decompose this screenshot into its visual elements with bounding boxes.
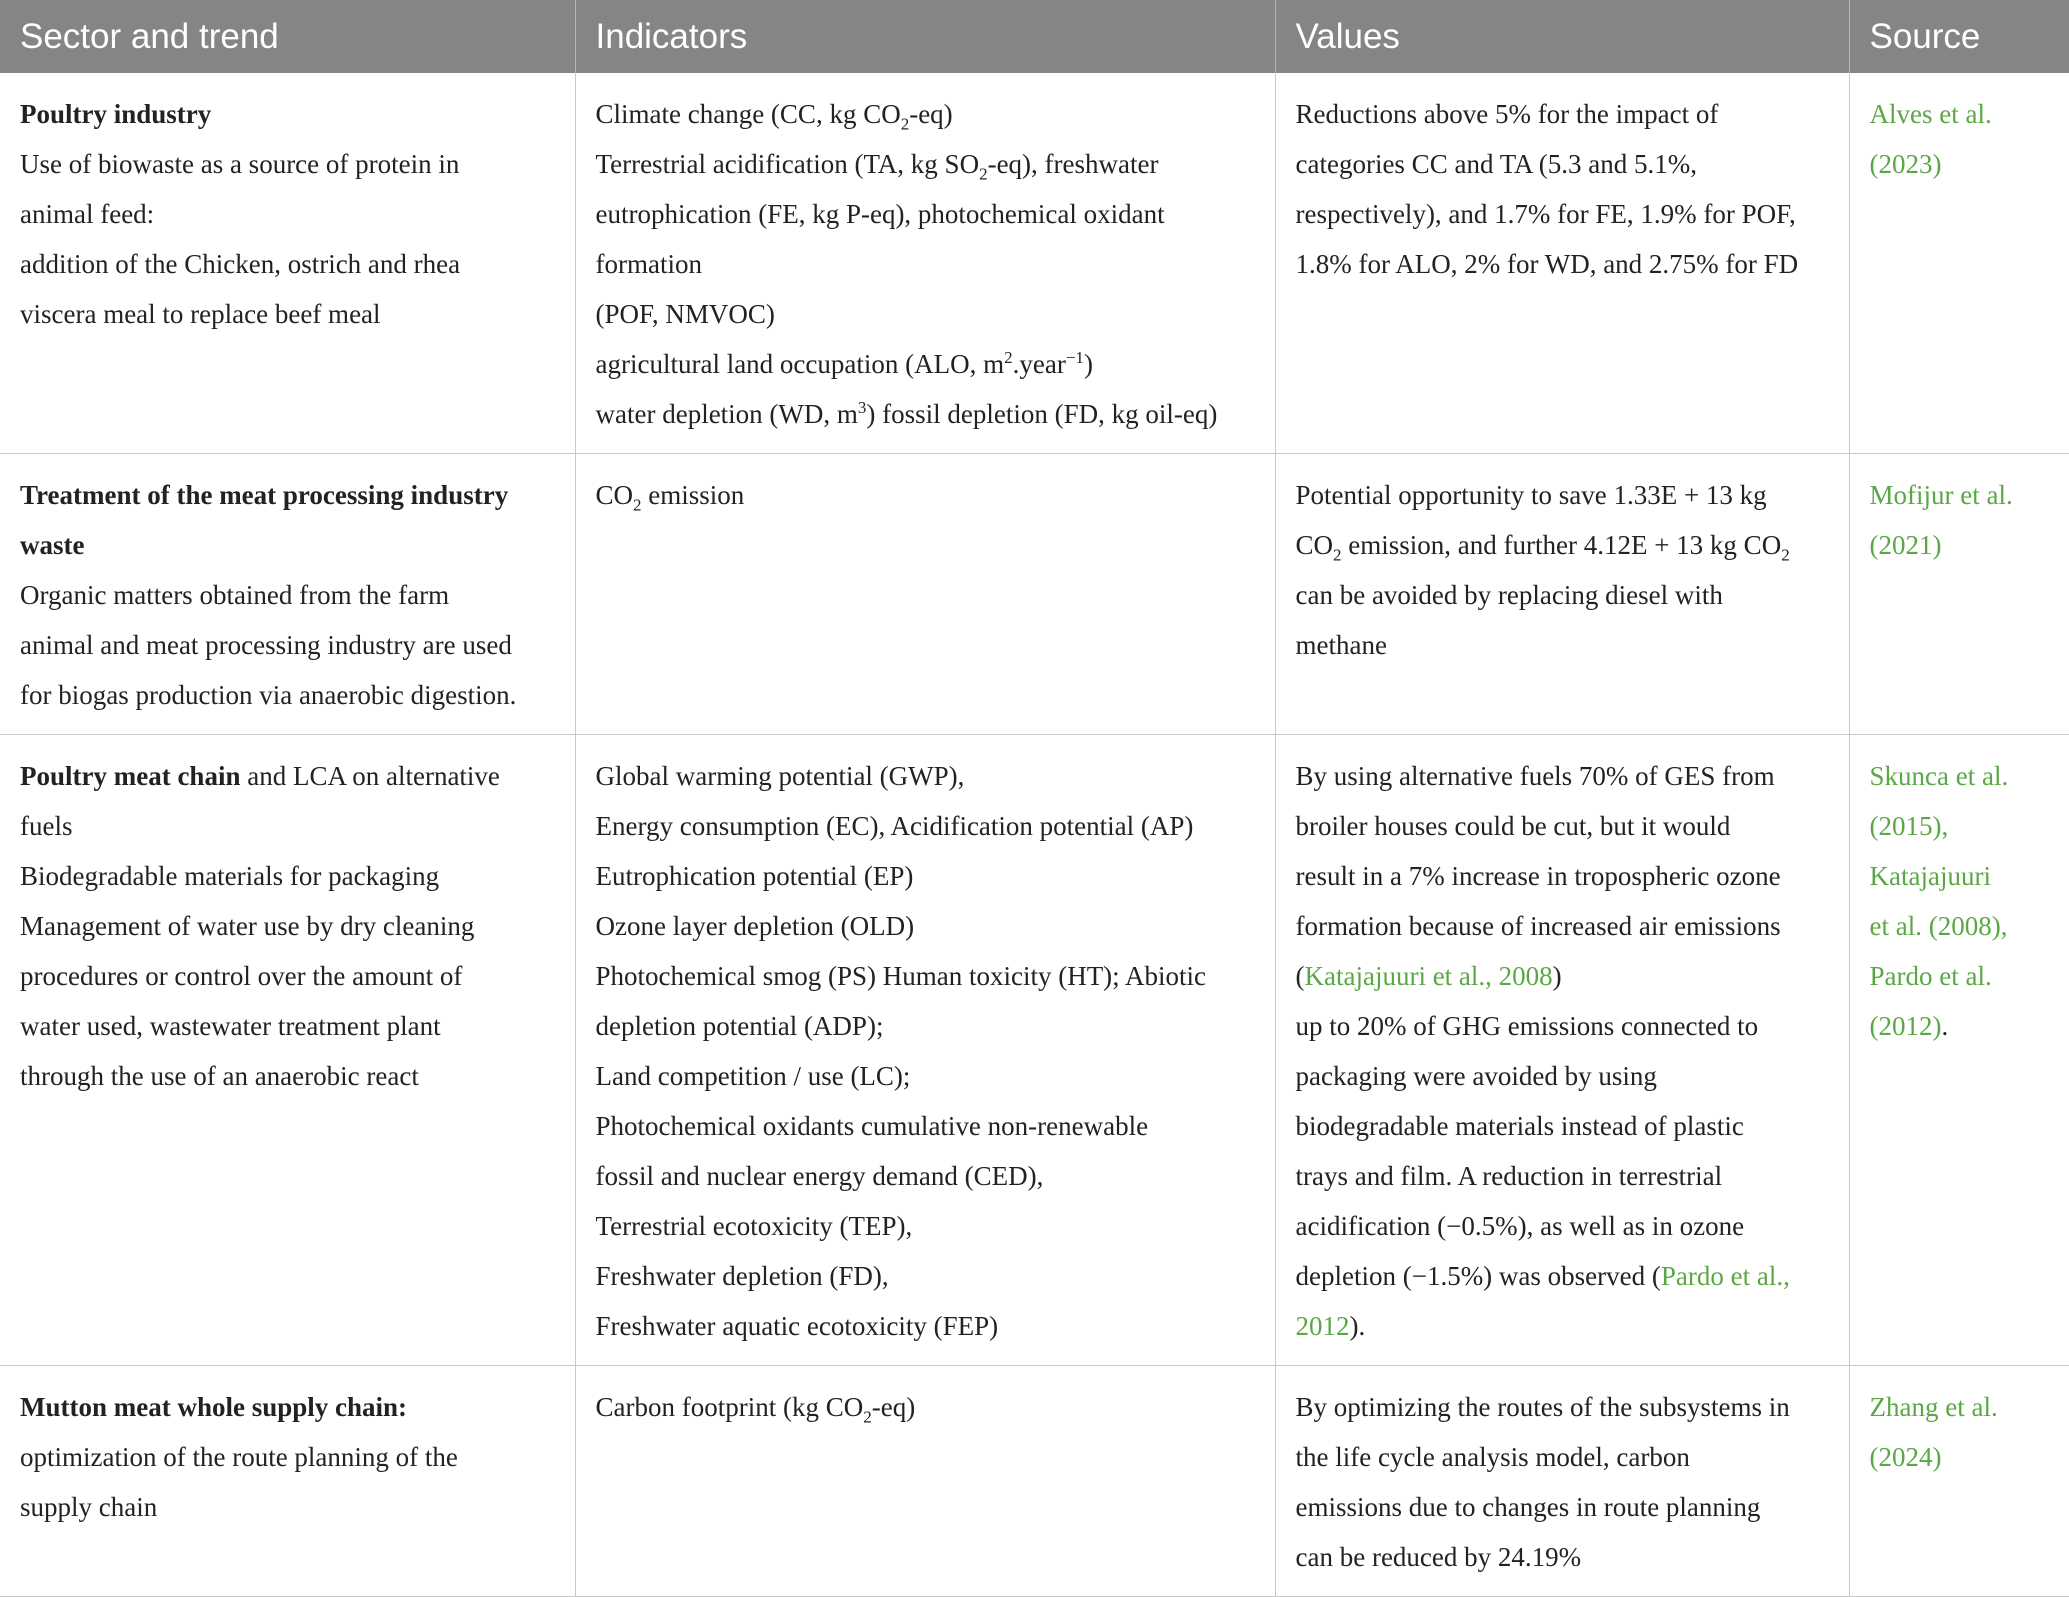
value-text: depletion (−1.5%) was observed (Pardo et al.,	[1295, 1261, 1790, 1291]
sector-text: Use of biowaste as a source of protein in	[20, 149, 460, 179]
sector-text: Poultry meat chain and LCA on alternative	[20, 761, 500, 791]
header-row	[0, 0, 2069, 73]
indicator-text: Photochemical smog (PS) Human toxicity (HT); Abiotic	[595, 961, 1206, 991]
values-cell	[1275, 1366, 1849, 1597]
sector-text: animal feed:	[20, 199, 155, 229]
value-text: packaging were avoided by using	[1295, 1061, 1657, 1091]
source-cell	[1849, 454, 2069, 735]
table-row	[0, 73, 2069, 454]
value-text: $CO_2$ emission, and further 4.12E + 13 kg $CO_2$	[1295, 530, 1790, 565]
indicator-text: Land competition / use (LC);	[595, 1061, 911, 1091]
value-text: Reductions above 5% for the impact of	[1295, 99, 1719, 129]
value-text: the life cycle analysis model, carbon	[1295, 1442, 1690, 1472]
source-link[interactable]: (2023)	[1869, 149, 1942, 179]
source-link[interactable]: (2024)	[1869, 1442, 1942, 1472]
indicators-cell	[575, 73, 1275, 454]
indicator-text: Energy consumption (EC), Acidification potential (AP)	[595, 811, 1194, 841]
indicator-text: Photochemical oxidants cumulative non-renewable	[595, 1111, 1149, 1141]
header-indicators: Indicators	[575, 0, 1275, 73]
indicator-text: depletion potential (ADP);	[595, 1011, 884, 1041]
sector-text: procedures or control over the amount of	[20, 961, 463, 991]
sector-text: for biogas production via anaerobic digestion.	[20, 680, 517, 710]
indicator-text: Climate change (CC, kg $CO_2-eq$)	[595, 99, 953, 134]
values-cell	[1275, 735, 1849, 1366]
value-text: methane	[1295, 630, 1387, 660]
sector-text: Biodegradable materials for packaging	[20, 861, 440, 891]
table-row	[0, 735, 2069, 1366]
value-text: By optimizing the routes of the subsystems in	[1295, 1392, 1790, 1422]
citation-link[interactable]: Pardo et al.,	[1660, 1261, 1790, 1291]
sector-title: Treatment of the meat processing industry	[20, 480, 509, 510]
sector-text: optimization of the route planning of the	[20, 1442, 458, 1472]
sector-text: Management of water use by dry cleaning	[20, 911, 475, 941]
source-link[interactable]: Mofijur et al.	[1869, 480, 2013, 510]
indicator-text: Terrestrial ecotoxicity (TEP),	[595, 1211, 913, 1241]
table-row	[0, 1366, 2069, 1597]
indicator-text: Carbon footprint (kg $CO_2-eq$)	[595, 1392, 916, 1427]
header-sector: Sector and trend	[0, 0, 575, 73]
sector-text: fuels	[20, 811, 73, 841]
value-text: result in a 7% increase in tropospheric ozone	[1295, 861, 1781, 891]
indicators-cell	[575, 454, 1275, 735]
citation-link[interactable]: 2012	[1295, 1311, 1350, 1341]
indicator-text: Freshwater aquatic ecotoxicity (FEP)	[595, 1311, 999, 1341]
sector-text: viscera meal to replace beef meal	[20, 299, 381, 329]
sector-title: Poultry meat chain	[20, 761, 241, 791]
table-row	[0, 454, 2069, 735]
values-cell	[1275, 454, 1849, 735]
value-text: categories CC and TA (5.3 and 5.1%,	[1295, 149, 1698, 179]
value-text: Potential opportunity to save 1.33E + 13 kg	[1295, 480, 1767, 510]
value-text: can be reduced by 24.19%	[1295, 1542, 1582, 1572]
sector-text: supply chain	[20, 1492, 158, 1522]
source-link[interactable]: Pardo et al.	[1869, 961, 1992, 991]
value-text: respectively), and 1.7% for FE, 1.9% for POF,	[1295, 199, 1796, 229]
source-text: (2012).	[1869, 1011, 1949, 1041]
values-cell	[1275, 73, 1849, 454]
citation-link[interactable]: Katajajuuri et al., 2008	[1304, 961, 1553, 991]
sector-text: through the use of an anaerobic react	[20, 1061, 419, 1091]
indicators-cell	[575, 1366, 1275, 1597]
value-text: 1.8% for ALO, 2% for WD, and 2.75% for FD	[1295, 249, 1799, 279]
indicator-text: $CO_2$ emission	[595, 480, 745, 515]
header-values: Values	[1275, 0, 1849, 73]
indicator-text: eutrophication (FE, kg P-eq), photochemical oxidant	[595, 199, 1165, 229]
table-header	[0, 0, 2069, 73]
source-link[interactable]: Skunca et al.	[1869, 761, 2009, 791]
sector-text: water used, wastewater treatment plant	[20, 1011, 441, 1041]
indicator-text: (POF, NMVOC)	[595, 299, 775, 329]
value-text: 2012).	[1295, 1311, 1366, 1341]
value-text: broiler houses could be cut, but it would	[1295, 811, 1731, 841]
sector-text: Organic matters obtained from the farm	[20, 580, 450, 610]
value-text: (Katajajuuri et al., 2008)	[1295, 961, 1562, 991]
source-link[interactable]: (2015),	[1869, 811, 1949, 841]
indicators-cell	[575, 735, 1275, 1366]
source-link[interactable]: Katajajuuri	[1869, 861, 1991, 891]
sector-cell	[0, 1366, 575, 1597]
value-text: emissions due to changes in route planning	[1295, 1492, 1761, 1522]
value-text: acidification (−0.5%), as well as in ozone	[1295, 1211, 1745, 1241]
source-link[interactable]: (2021)	[1869, 530, 1942, 560]
sector-cell	[0, 73, 575, 454]
header-source: Source	[1849, 0, 2069, 73]
sector-title: waste	[20, 530, 85, 560]
sector-text: animal and meat processing industry are used	[20, 630, 512, 660]
value-text: formation because of increased air emissions	[1295, 911, 1781, 941]
sector-title: Mutton meat whole supply chain:	[20, 1392, 408, 1422]
source-link[interactable]: et al. (2008),	[1869, 911, 2008, 941]
value-text: By using alternative fuels 70% of GES from	[1295, 761, 1775, 791]
value-text: up to 20% of GHG emissions connected to	[1295, 1011, 1759, 1041]
sector-title: Poultry industry	[20, 99, 212, 129]
value-text: biodegradable materials instead of plastic	[1295, 1111, 1744, 1141]
indicator-text: water depletion (WD, $m^3$) fossil depletion (FD, kg oil-eq)	[595, 398, 1218, 429]
indicator-text: fossil and nuclear energy demand (CED),	[595, 1161, 1044, 1191]
indicator-text: Ozone layer depletion (OLD)	[595, 911, 915, 941]
source-link[interactable]: Alves et al.	[1869, 99, 1992, 129]
source-cell	[1849, 73, 2069, 454]
indicator-text: Terrestrial acidification (TA, kg $SO_2-eq$), freshwater	[595, 149, 1159, 184]
value-text: trays and film. A reduction in terrestrial	[1295, 1161, 1723, 1191]
source-cell	[1849, 1366, 2069, 1597]
indicator-text: agricultural land occupation (ALO, $m^2.year^{-1}$)	[595, 348, 1093, 379]
indicator-text: Freshwater depletion (FD),	[595, 1261, 889, 1291]
source-cell	[1849, 735, 2069, 1366]
indicator-text: Global warming potential (GWP),	[595, 761, 965, 791]
source-link[interactable]: Zhang et al.	[1869, 1392, 1998, 1422]
source-link[interactable]: (2012)	[1869, 1011, 1942, 1041]
indicator-text: formation	[595, 249, 702, 279]
sector-cell	[0, 454, 575, 735]
sector-cell	[0, 735, 575, 1366]
indicator-text: Eutrophication potential (EP)	[595, 861, 914, 891]
value-text: can be avoided by replacing diesel with	[1295, 580, 1723, 610]
sector-text: addition of the Chicken, ostrich and rhea	[20, 249, 461, 279]
